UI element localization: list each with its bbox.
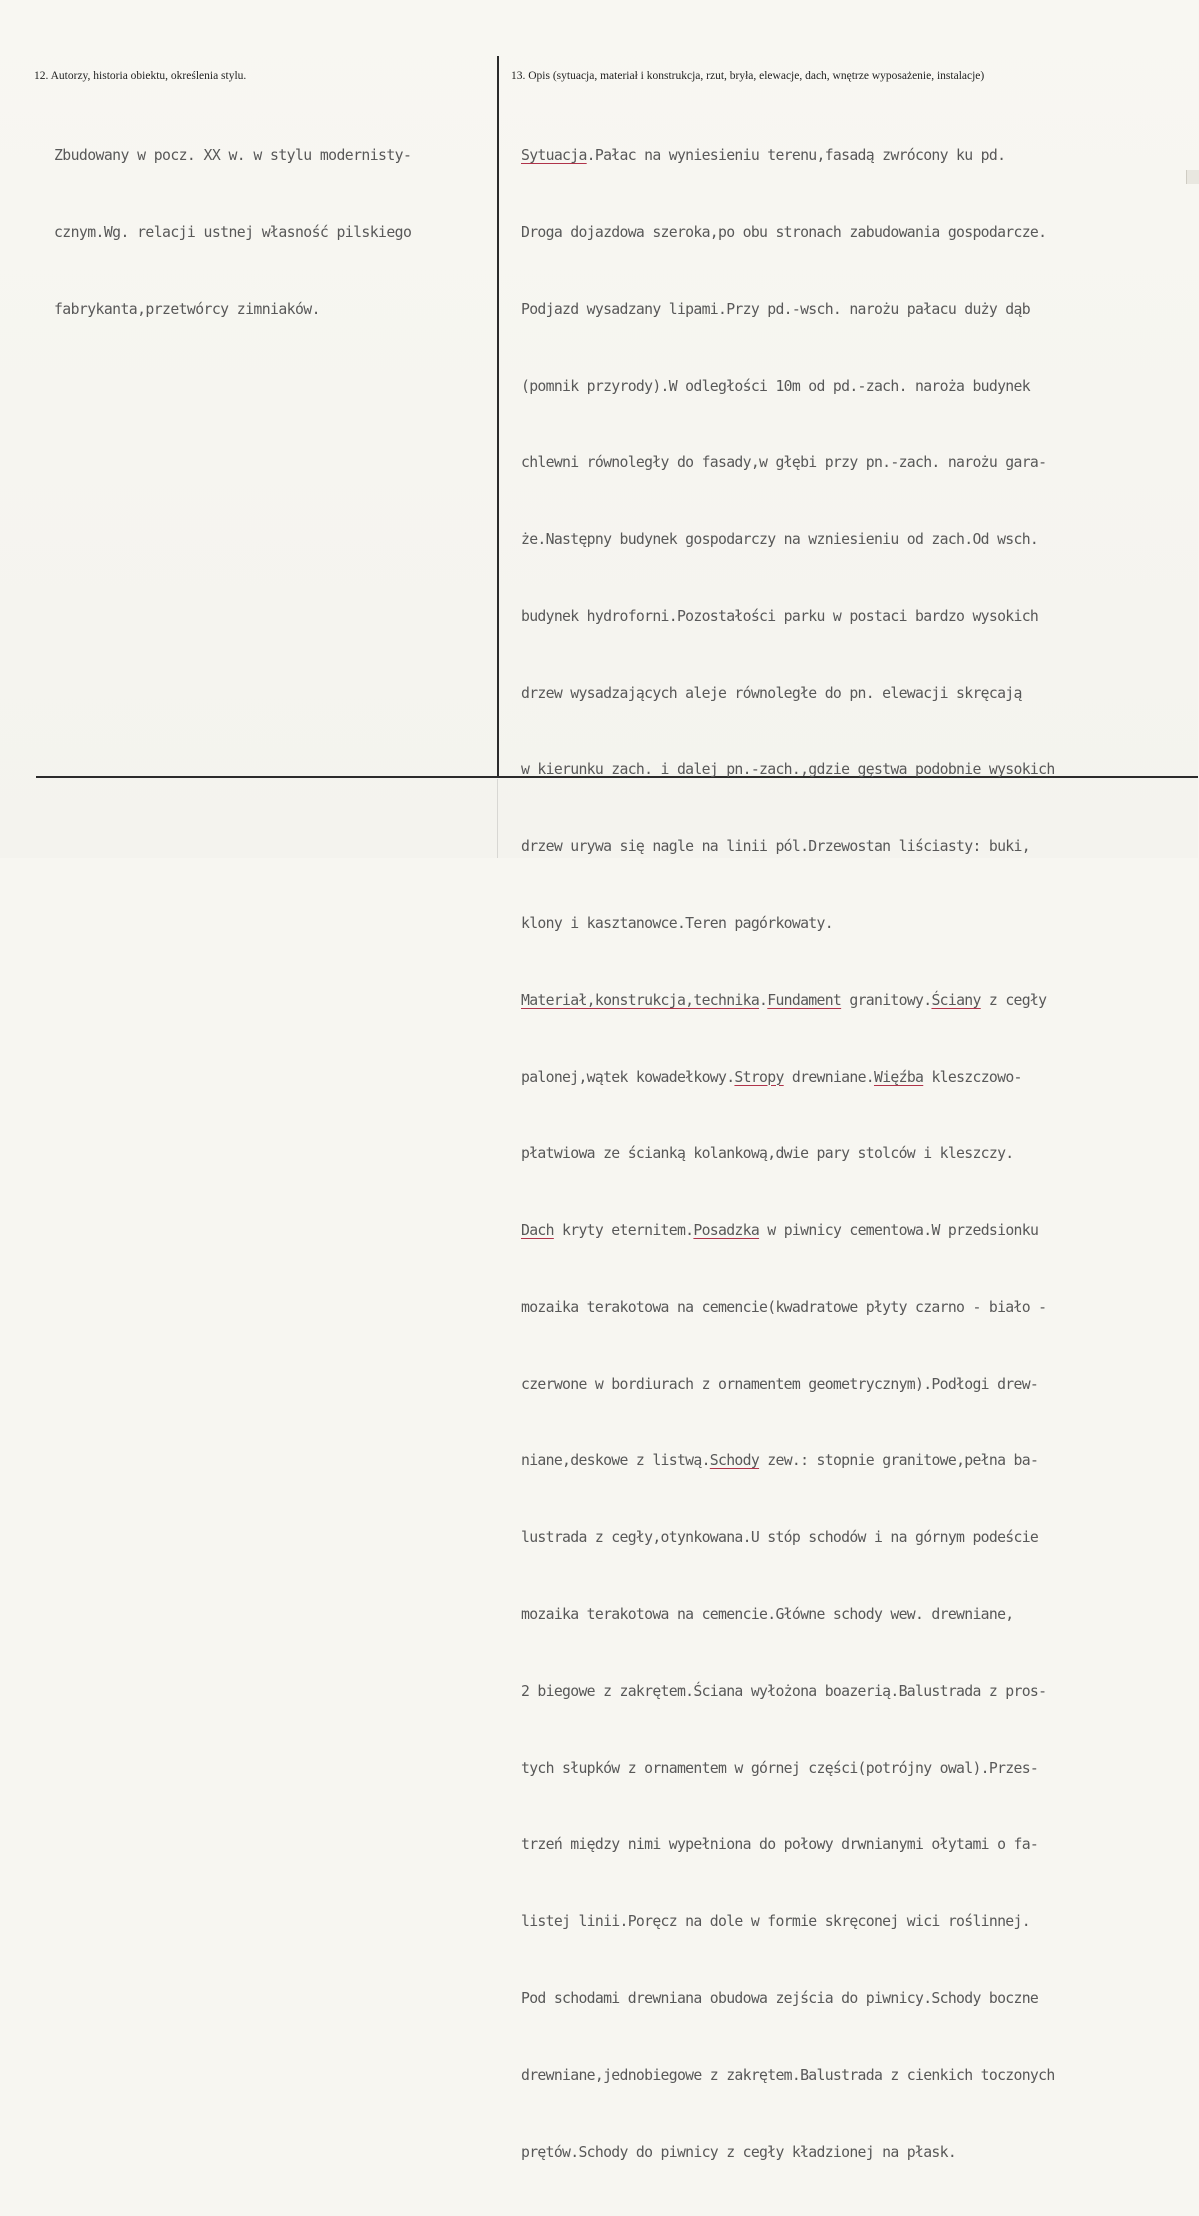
underlined-term: Stropy <box>734 1068 784 1086</box>
text-line: (pomnik przyrody).W odległości 10m od pd.-zach. naroża budynek <box>521 377 1030 395</box>
text-line: prętów.Schody do piwnicy z cegły kładzionej na płask. <box>521 2143 957 2161</box>
text-line: palonej,wątek kowadełkowy.Stropy drewniane.Więźba kleszczowo- <box>521 1068 1022 1086</box>
text-line: czerwone w bordiurach z ornamentem geometrycznym).Podłogi drew- <box>521 1375 1039 1393</box>
text-line: Pod schodami drewniana obudowa zejścia do piwnicy.Schody boczne <box>521 1989 1039 2007</box>
underlined-term: Materiał,konstrukcja,technika <box>521 991 760 1009</box>
underlined-term: Sytuacja <box>521 147 587 165</box>
text-line: mozaika terakotowa na cemencie.Główne schody wew. drewniane, <box>521 1606 1014 1624</box>
text-line: klony i kasztanowce.Teren pagórkowaty. <box>521 915 833 932</box>
text-line: Materiał,konstrukcja,technika.Fundament granitowy.Ściany z cegły <box>521 991 1047 1009</box>
text-line: Dach kryty eternitem.Posadzka w piwnicy cementowa.W przedsionku <box>521 1222 1039 1240</box>
text-line: mozaika terakotowa na cemencie(kwadratowe płyty czarno - biało - <box>521 1298 1047 1316</box>
text-line: drzew wysadzających aleje równoległe do pn. elewacji skręcają <box>521 684 1022 702</box>
text-line: w kierunku zach. i dalej pn.-zach.,gdzie gęstwa podobnie wysokich <box>521 761 1055 779</box>
text-line: tych słupków z ornamentem w górnej części(potrójny owal).Przes- <box>521 1759 1039 1777</box>
text-line: Sytuacja.Pałac na wyniesieniu terenu,fasadą zwrócony ku pd. <box>521 147 1006 165</box>
text-line: Podjazd wysadzany lipami.Przy pd.-wsch. narożu pałacu duży dąb <box>521 300 1030 318</box>
text-line: fabrykanta,przetwórcy zimniaków. <box>54 300 320 318</box>
underlined-term: Więźba <box>873 1068 924 1086</box>
paper-clip-mark <box>1186 170 1199 184</box>
text-line: budynek hydroforni.Pozostałości parku w postaci bardzo wysokich <box>521 607 1039 625</box>
underlined-term: Schody <box>709 1452 760 1470</box>
section-12-text <box>54 92 411 374</box>
underlined-term: Posadzka <box>693 1222 760 1240</box>
text-line: że.Następny budynek gospodarczy na wzniesieniu od zach.Od wsch. <box>521 531 1039 549</box>
underlined-term: Ściany <box>931 991 981 1009</box>
text-line: drewniane,jednobiegowe z zakrętem.Balustrada z cienkich toczonych <box>521 2066 1055 2084</box>
text-line: niane,deskowe z listwą.Schody zew.: stopnie granitowe,pełna ba- <box>521 1452 1039 1470</box>
section-13-text <box>521 92 1055 2216</box>
text-line: 2 biegowe z zakrętem.Ściana wyłożona boazerią.Balustrada z pros- <box>521 1682 1047 1700</box>
text-line: płatwiowa ze ścianką kolankową,dwie pary stolców i kleszczy. <box>521 1145 1014 1163</box>
text-line: lustrada z cegły,otynkowana.U stóp schodów i na górnym podeście <box>521 1529 1039 1547</box>
column-divider <box>497 56 499 778</box>
text-line: trzeń między nimi wypełniona do połowy drwnianymi ołytami o fa- <box>521 1836 1039 1854</box>
text-line: cznym.Wg. relacji ustnej własność pilskiego <box>54 223 412 241</box>
section-13-heading: 13. Opis (sytuacja, materiał i konstrukcja, rzut, bryła, elewacje, dach, wnętrze wyposażenie, instalacje) <box>511 70 985 82</box>
underlined-term: Dach <box>521 1222 554 1240</box>
text-line: Zbudowany w pocz. XX w. w stylu modernisty- <box>54 147 412 165</box>
column-divider-fold <box>497 779 498 858</box>
text-line: Droga dojazdowa szeroka,po obu stronach zabudowania gospodarcze. <box>521 223 1047 241</box>
section-12-heading: 12. Autorzy, historia obiektu, określenia stylu. <box>34 70 247 82</box>
underlined-term: Fundament <box>767 991 842 1009</box>
text-line: chlewni równoległy do fasady,w głębi przy pn.-zach. narożu gara- <box>521 454 1047 472</box>
text-line: drzew urywa się nagle na linii pól.Drzewostan liściasty: buki, <box>521 838 1030 856</box>
text-line: listej linii.Poręcz na dole w formie skręconej wici roślinnej. <box>521 1913 1030 1931</box>
